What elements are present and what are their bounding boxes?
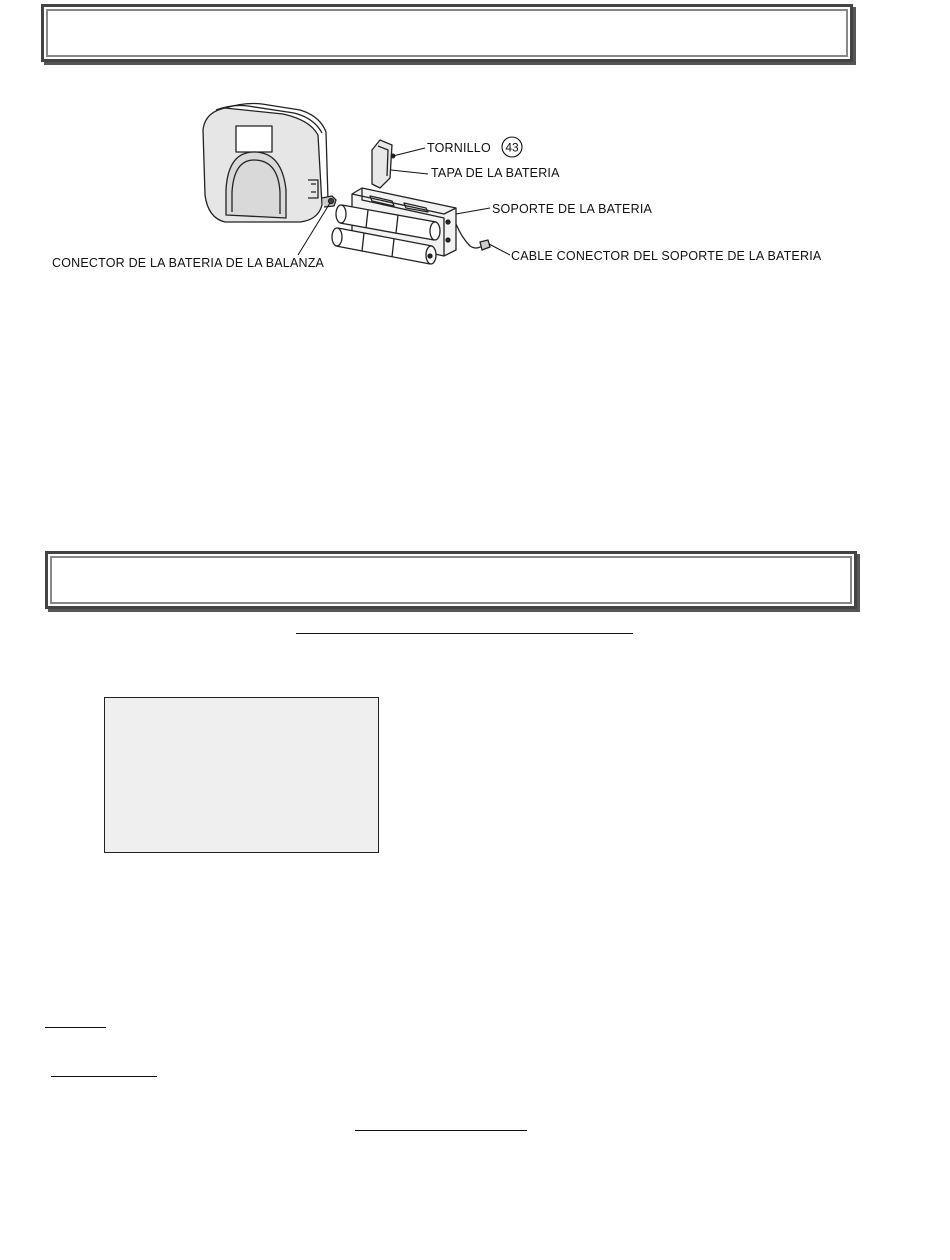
callout-battery-holder: SOPORTE DE LA BATERIA — [492, 202, 653, 216]
footer-heading-underline — [355, 1130, 527, 1131]
battery-cover-illustration — [372, 140, 395, 188]
section-header-bottom — [45, 551, 857, 609]
display-panel-box — [104, 697, 379, 853]
leader-screw — [393, 148, 425, 156]
callout-holder-cable: CABLE CONECTOR DEL SOPORTE DE LA BATERIA — [511, 249, 822, 263]
callout-scale-connector: CONECTOR DE LA BATERIA DE LA BALANZA — [52, 256, 325, 270]
leader-cable — [489, 244, 510, 255]
scale-body-illustration — [203, 104, 328, 223]
note-underline-short — [45, 1027, 106, 1028]
screw-reference-number: 43 — [505, 140, 519, 155]
leader-cover — [391, 170, 428, 174]
leader-holder — [456, 208, 490, 214]
callout-screw: TORNILLO — [427, 141, 491, 155]
holder-cable-illustration — [456, 224, 490, 250]
note-underline-medium — [51, 1076, 157, 1077]
callout-battery-cover: TAPA DE LA BATERIA — [431, 166, 560, 180]
heading-underline — [296, 633, 633, 634]
